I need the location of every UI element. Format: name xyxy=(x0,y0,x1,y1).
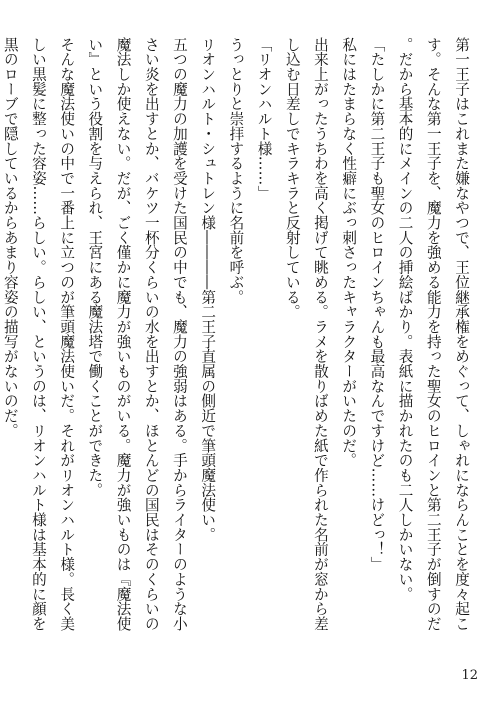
paragraph-9: そんな魔法使いの中で一番上に立つのが筆頭魔法使いだ。それがリオンハルト様。長く美しい黒髪に整った容姿……らしい。らしい、というのは、リオンハルト様は基本的に顔を黒のローブで隠しているからあまり容姿の描写がないのだ。 xyxy=(1,37,76,631)
paragraph-3: 私にはたまらなく性癖にぶっ刺さったキャラクターがいたのだ。 xyxy=(340,37,358,468)
paragraph-7: リオンハルト・シュトレン様――――第二王子直属の側近で筆頭魔法使い。 xyxy=(199,37,217,542)
paragraph-4: 出来上がったうちわを高く掲げて眺める。ラメを散りばめた紙で作られた名前が窓から差し込む日差しでキラキラと反射している。 xyxy=(283,37,329,631)
paragraph-2: 「たしかに第二王子も聖女のヒロインちゃんも最高なんですけど……けどっ！」 xyxy=(368,37,386,572)
vertical-text-body xyxy=(1,37,475,639)
paragraph-5: 「リオンハルト様……」 xyxy=(255,37,273,201)
page-number: 12 xyxy=(461,668,478,683)
paragraph-1: 第一王子はこれまた嫌なやつで、王位継承権をめぐって、しゃれにならんことを度々起こす。そんな第一王子を、魔力を強める能力を持った聖女のヒロインと第二王子が倒すのだ。だから基本的にメインの二人の挿絵ばかり。表紙に描かれたのも二人しかいない。 xyxy=(396,37,470,631)
paragraph-6: うっとりと崇拝するように名前を呼ぶ。 xyxy=(227,37,245,305)
paragraph-8: 五つの魔力の加護を受けた国民の中でも、魔力の強弱はある。手からライターのような小さい炎を出すとか、バケツ一杯分くらいの水を出すとか、ほとんどの国民はそのくらいの魔法しか使えない。だが、ごく僅かに魔力が強いものがいる。魔力が強いものは『魔法使い』という役割を与えられ、王宮にある魔法塔で働くことができた。 xyxy=(86,37,188,631)
